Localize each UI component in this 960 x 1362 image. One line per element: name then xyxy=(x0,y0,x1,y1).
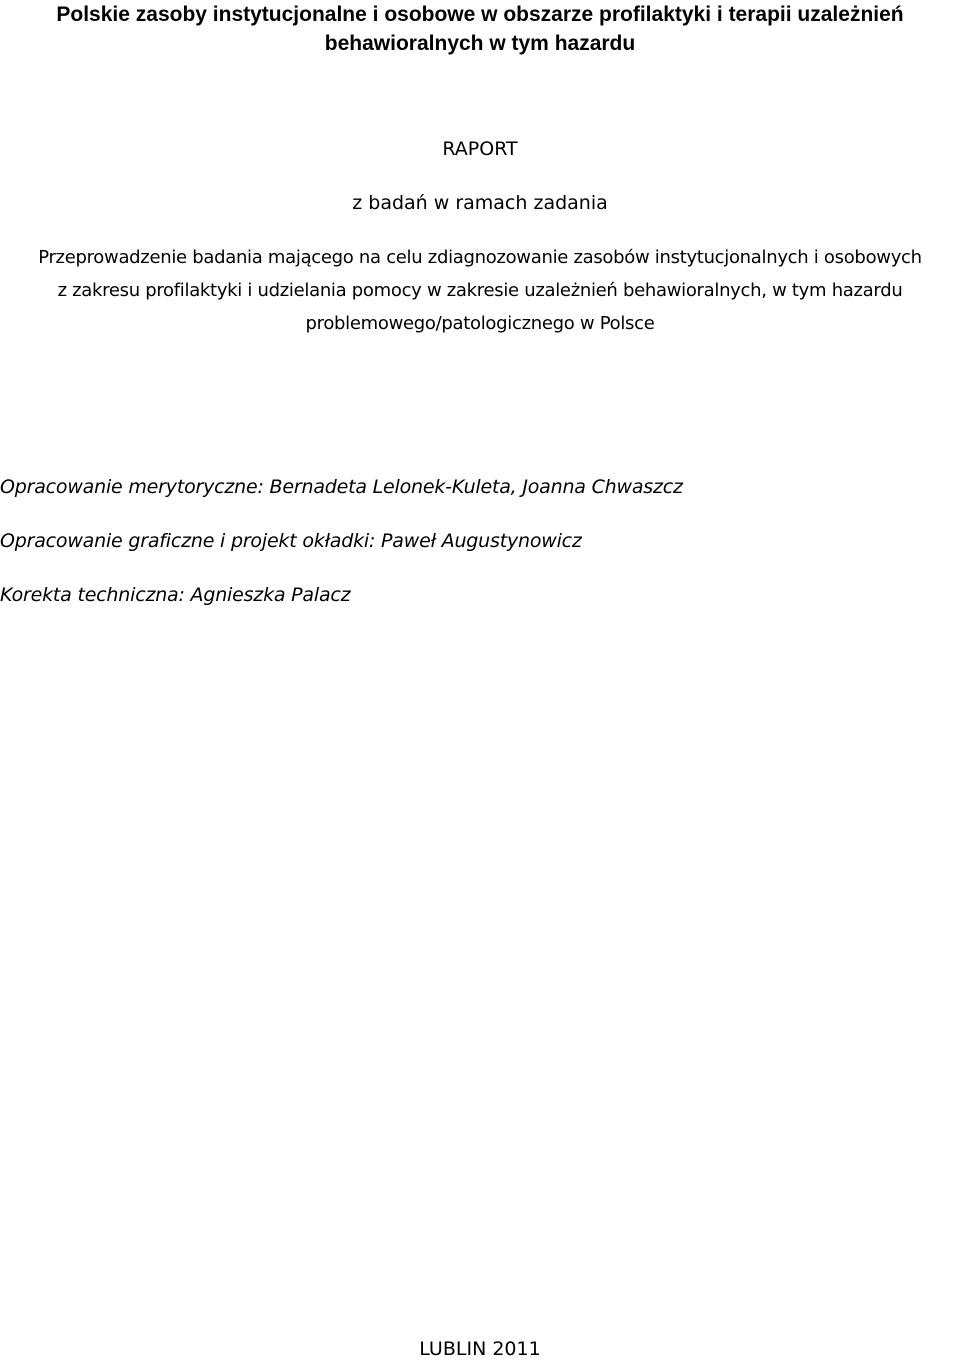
title-line-1: Polskie zasoby instytucjonalne i osobowe w obszarze profilaktyki i terapii uzależnień xyxy=(56,3,904,26)
credit-graphic-design: Opracowanie graficzne i projekt okładki: Paweł Augustynowicz xyxy=(0,530,582,552)
document-title xyxy=(0,0,960,58)
credit-technical-editing: Korekta techniczna: Agnieszka Palacz xyxy=(0,584,351,606)
title-line-2: behawioralnych w tym hazardu xyxy=(324,32,636,55)
credit-content-authors: Opracowanie merytoryczne: Bernadeta Lelonek-Kuleta, Joanna Chwaszcz xyxy=(0,476,683,498)
report-label: RAPORT xyxy=(442,138,518,160)
task-description xyxy=(0,241,960,340)
task-line-2: z zakresu profilaktyki i udzielania pomocy w zakresie uzależnień behawioralnych, w tym hazardu xyxy=(57,280,903,301)
task-line-1: Przeprowadzenie badania mającego na celu zdiagnozowanie zasobów instytucjonalnych i osobowych xyxy=(38,247,922,268)
task-line-3: problemowego/patologicznego w Polsce xyxy=(305,313,655,334)
place-and-year: LUBLIN 2011 xyxy=(419,1338,541,1360)
report-subtitle: z badań w ramach zadania xyxy=(352,192,608,214)
